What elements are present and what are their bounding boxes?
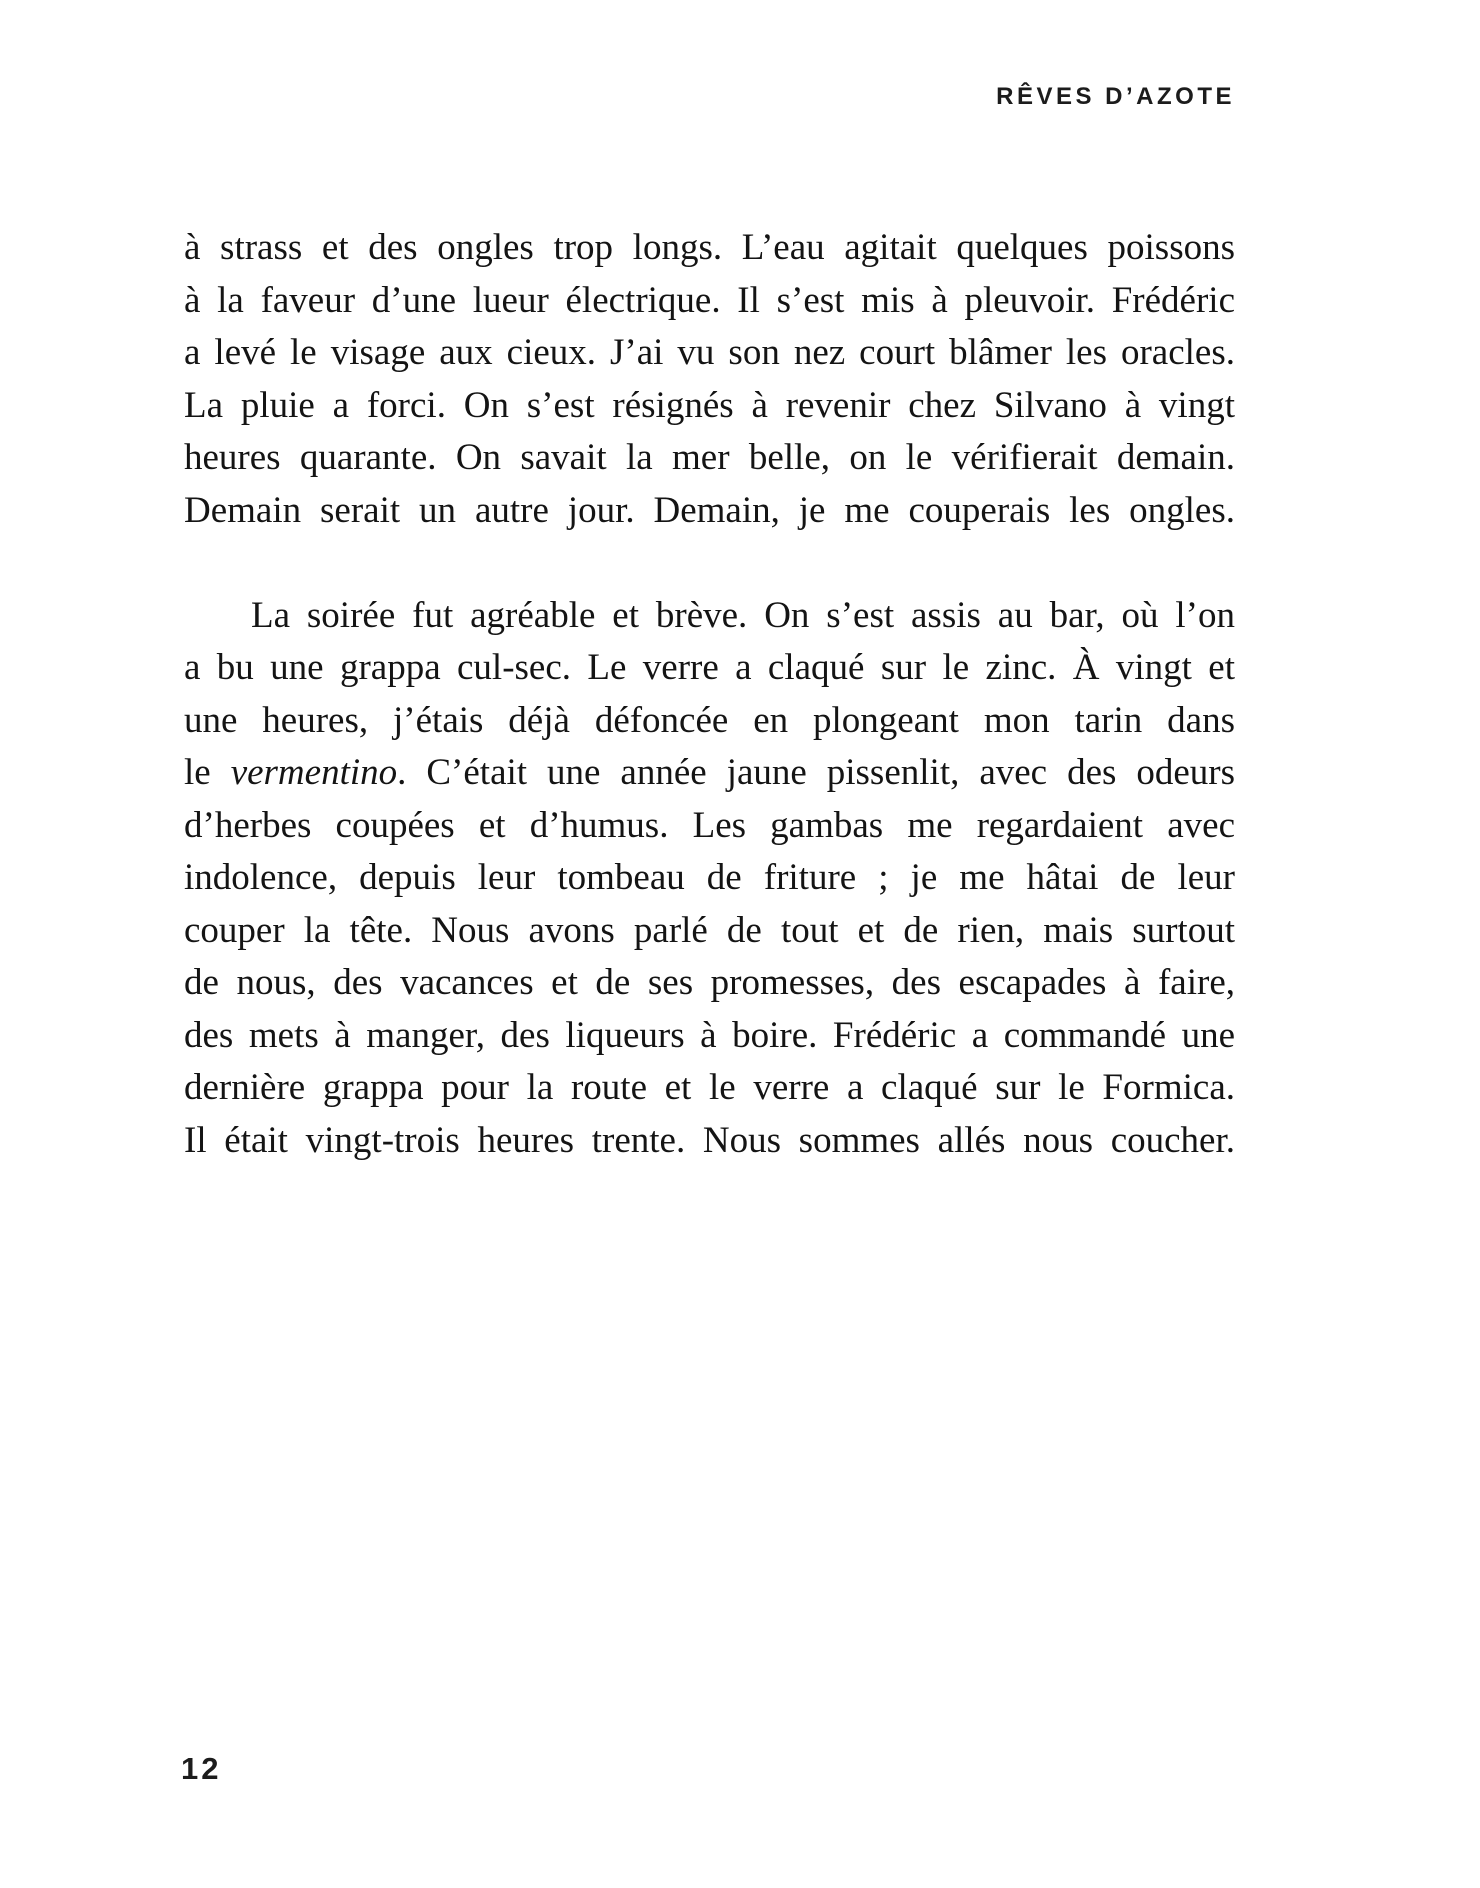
text-line: heures quarante. On savait la mer belle, on le vérifierait demain. [184, 437, 1235, 478]
body-text-block [184, 222, 1235, 1167]
paragraph [184, 222, 1235, 537]
text-line: indolence, depuis leur tombeau de friture ; je me hâtai de leur [184, 857, 1235, 898]
text-segment: le [184, 752, 231, 793]
running-header: RÊVES D’AZOTE [996, 83, 1235, 110]
text-line: a levé le visage aux cieux. J’ai vu son nez court blâmer les oracles. [184, 332, 1235, 373]
text-line: Il était vingt-trois heures trente. Nous sommes allés nous coucher. [184, 1119, 1235, 1161]
text-line-with-italic [184, 747, 1235, 800]
text-line: couper la tête. Nous avons parlé de tout et de rien, mais surtout [184, 909, 1235, 951]
text-line: Demain serait un autre jour. Demain, je me couperais les ongles. [184, 489, 1235, 531]
text-line: de nous, des vacances et de ses promesses, des escapades à faire, [184, 962, 1235, 1003]
text-line: dernière grappa pour la route et le verre a claqué sur le Formica. [184, 1067, 1235, 1108]
text-line: à strass et des ongles trop longs. L’eau agitait quelques poissons [184, 227, 1235, 268]
text-line: a bu une grappa cul-sec. Le verre a claqué sur le zinc. À vingt et [184, 647, 1235, 688]
text-line: une heures, j’étais déjà défoncée en plongeant mon tarin dans [184, 699, 1235, 741]
italic-text-segment: vermentino [230, 752, 398, 793]
page-number: 12 [181, 1751, 222, 1786]
text-line: d’herbes coupées et d’humus. Les gambas me regardaient avec [184, 804, 1235, 846]
text-line: à la faveur d’une lueur électrique. Il s’est mis à pleuvoir. Frédéric [184, 279, 1235, 321]
text-line: La soirée fut agréable et brève. On s’est assis au bar, où l’on [251, 594, 1235, 636]
paragraph [184, 590, 1235, 1168]
text-line: La pluie a forci. On s’est résignés à revenir chez Silvano à vingt [184, 384, 1235, 426]
text-segment: . C’était une année jaune pissenlit, avec des odeurs [397, 752, 1236, 793]
text-line: des mets à manger, des liqueurs à boire. Frédéric a commandé une [184, 1014, 1235, 1056]
